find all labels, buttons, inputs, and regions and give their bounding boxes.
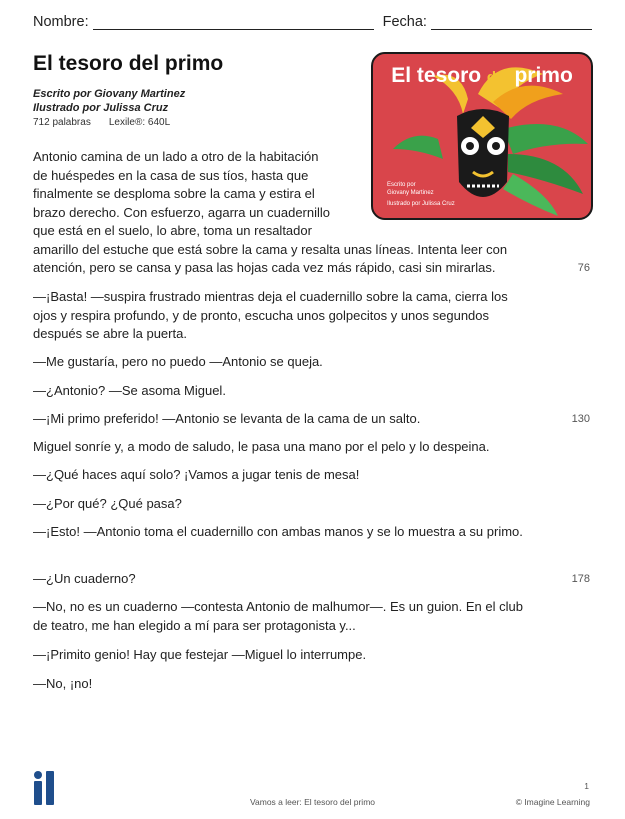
paragraph-5: —¡Mi primo preferido! —Antonio se levanta de la cama de un salto. bbox=[33, 411, 421, 426]
cover-author-2: Giovany Martinez bbox=[387, 190, 434, 196]
story-meta bbox=[33, 117, 170, 128]
running-word-count: 130 bbox=[571, 413, 590, 425]
story-title: El tesoro del primo bbox=[33, 52, 224, 75]
lexile-level: Lexile®: 640L bbox=[108, 117, 171, 128]
paragraph-11: —No, no es un cuaderno —contesta Antonio de malhumor—. Es un guion. En el club de teatro, me han elegido a mí para ser protagonista y... bbox=[33, 599, 523, 633]
paragraph-2: —¡Basta! —suspira frustrado mientras deja el cuadernillo sobre la cama, cierra los ojos y respira profundo, y de pronto, escucha unos golpecitos y unos segundos después se abre la puerta. bbox=[33, 289, 508, 341]
date-label: Fecha: bbox=[382, 14, 427, 30]
footer-series-title: Vamos a leer: El tesoro del primo bbox=[249, 797, 376, 807]
paragraph-10: —¿Un cuaderno? bbox=[33, 571, 136, 586]
paragraph-8: —¿Por qué? ¿Qué pasa? bbox=[33, 496, 182, 511]
date-field[interactable] bbox=[431, 15, 592, 30]
illustrator-line: Ilustrado por Julissa Cruz bbox=[33, 102, 169, 114]
paragraph-9: —¡Esto! —Antonio toma el cuadernillo con ambas manos y se lo muestra a su primo. bbox=[33, 524, 523, 539]
paragraph-1: Antonio camina de un lado a otro de la habitación de huéspedes en la casa de sus tíos, hasta que finalmente se desploma sobre la cama y estira el brazo derecho. Con esfuerzo, agarra un cuadernillo que está en el suelo, lo abre, toma un resaltador amarillo del estuche que está sobre la cama y resalta unas líneas. Intenta leer con atención, pero se cansa y pasa las hojas cada vez más rápido, casi sin mirarlas. bbox=[33, 149, 508, 275]
name-date-header bbox=[33, 14, 593, 30]
running-word-count: 76 bbox=[577, 262, 590, 274]
copyright: © Imagine Learning bbox=[515, 797, 590, 807]
name-label: Nombre: bbox=[33, 14, 89, 30]
cover-author-1: Escrito por bbox=[387, 182, 416, 188]
cover-title: El tesoro del primo bbox=[391, 64, 573, 87]
paragraph-13: —No, ¡no! bbox=[33, 676, 93, 691]
name-field[interactable] bbox=[93, 15, 374, 30]
paragraph-3: —Me gustaría, pero no puedo —Antonio se queja. bbox=[33, 354, 323, 369]
cover-illustrator: Ilustrado por Julissa Cruz bbox=[387, 201, 455, 207]
paragraph-6: Miguel sonríe y, a modo de saludo, le pasa una mano por el pelo y lo despeina. bbox=[33, 439, 490, 454]
word-count: 712 palabras bbox=[33, 117, 91, 128]
author-line: Escrito por Giovany Martinez bbox=[33, 88, 186, 100]
running-word-count: 178 bbox=[571, 573, 590, 585]
paragraph-12: —¡Primito genio! Hay que festejar —Miguel lo interrumpe. bbox=[33, 647, 367, 662]
page-number: 1 bbox=[584, 781, 589, 791]
paragraph-7: —¿Qué haces aquí solo? ¡Vamos a jugar tenis de mesa! bbox=[33, 467, 360, 482]
paragraph-4: —¿Antonio? —Se asoma Miguel. bbox=[33, 383, 226, 398]
